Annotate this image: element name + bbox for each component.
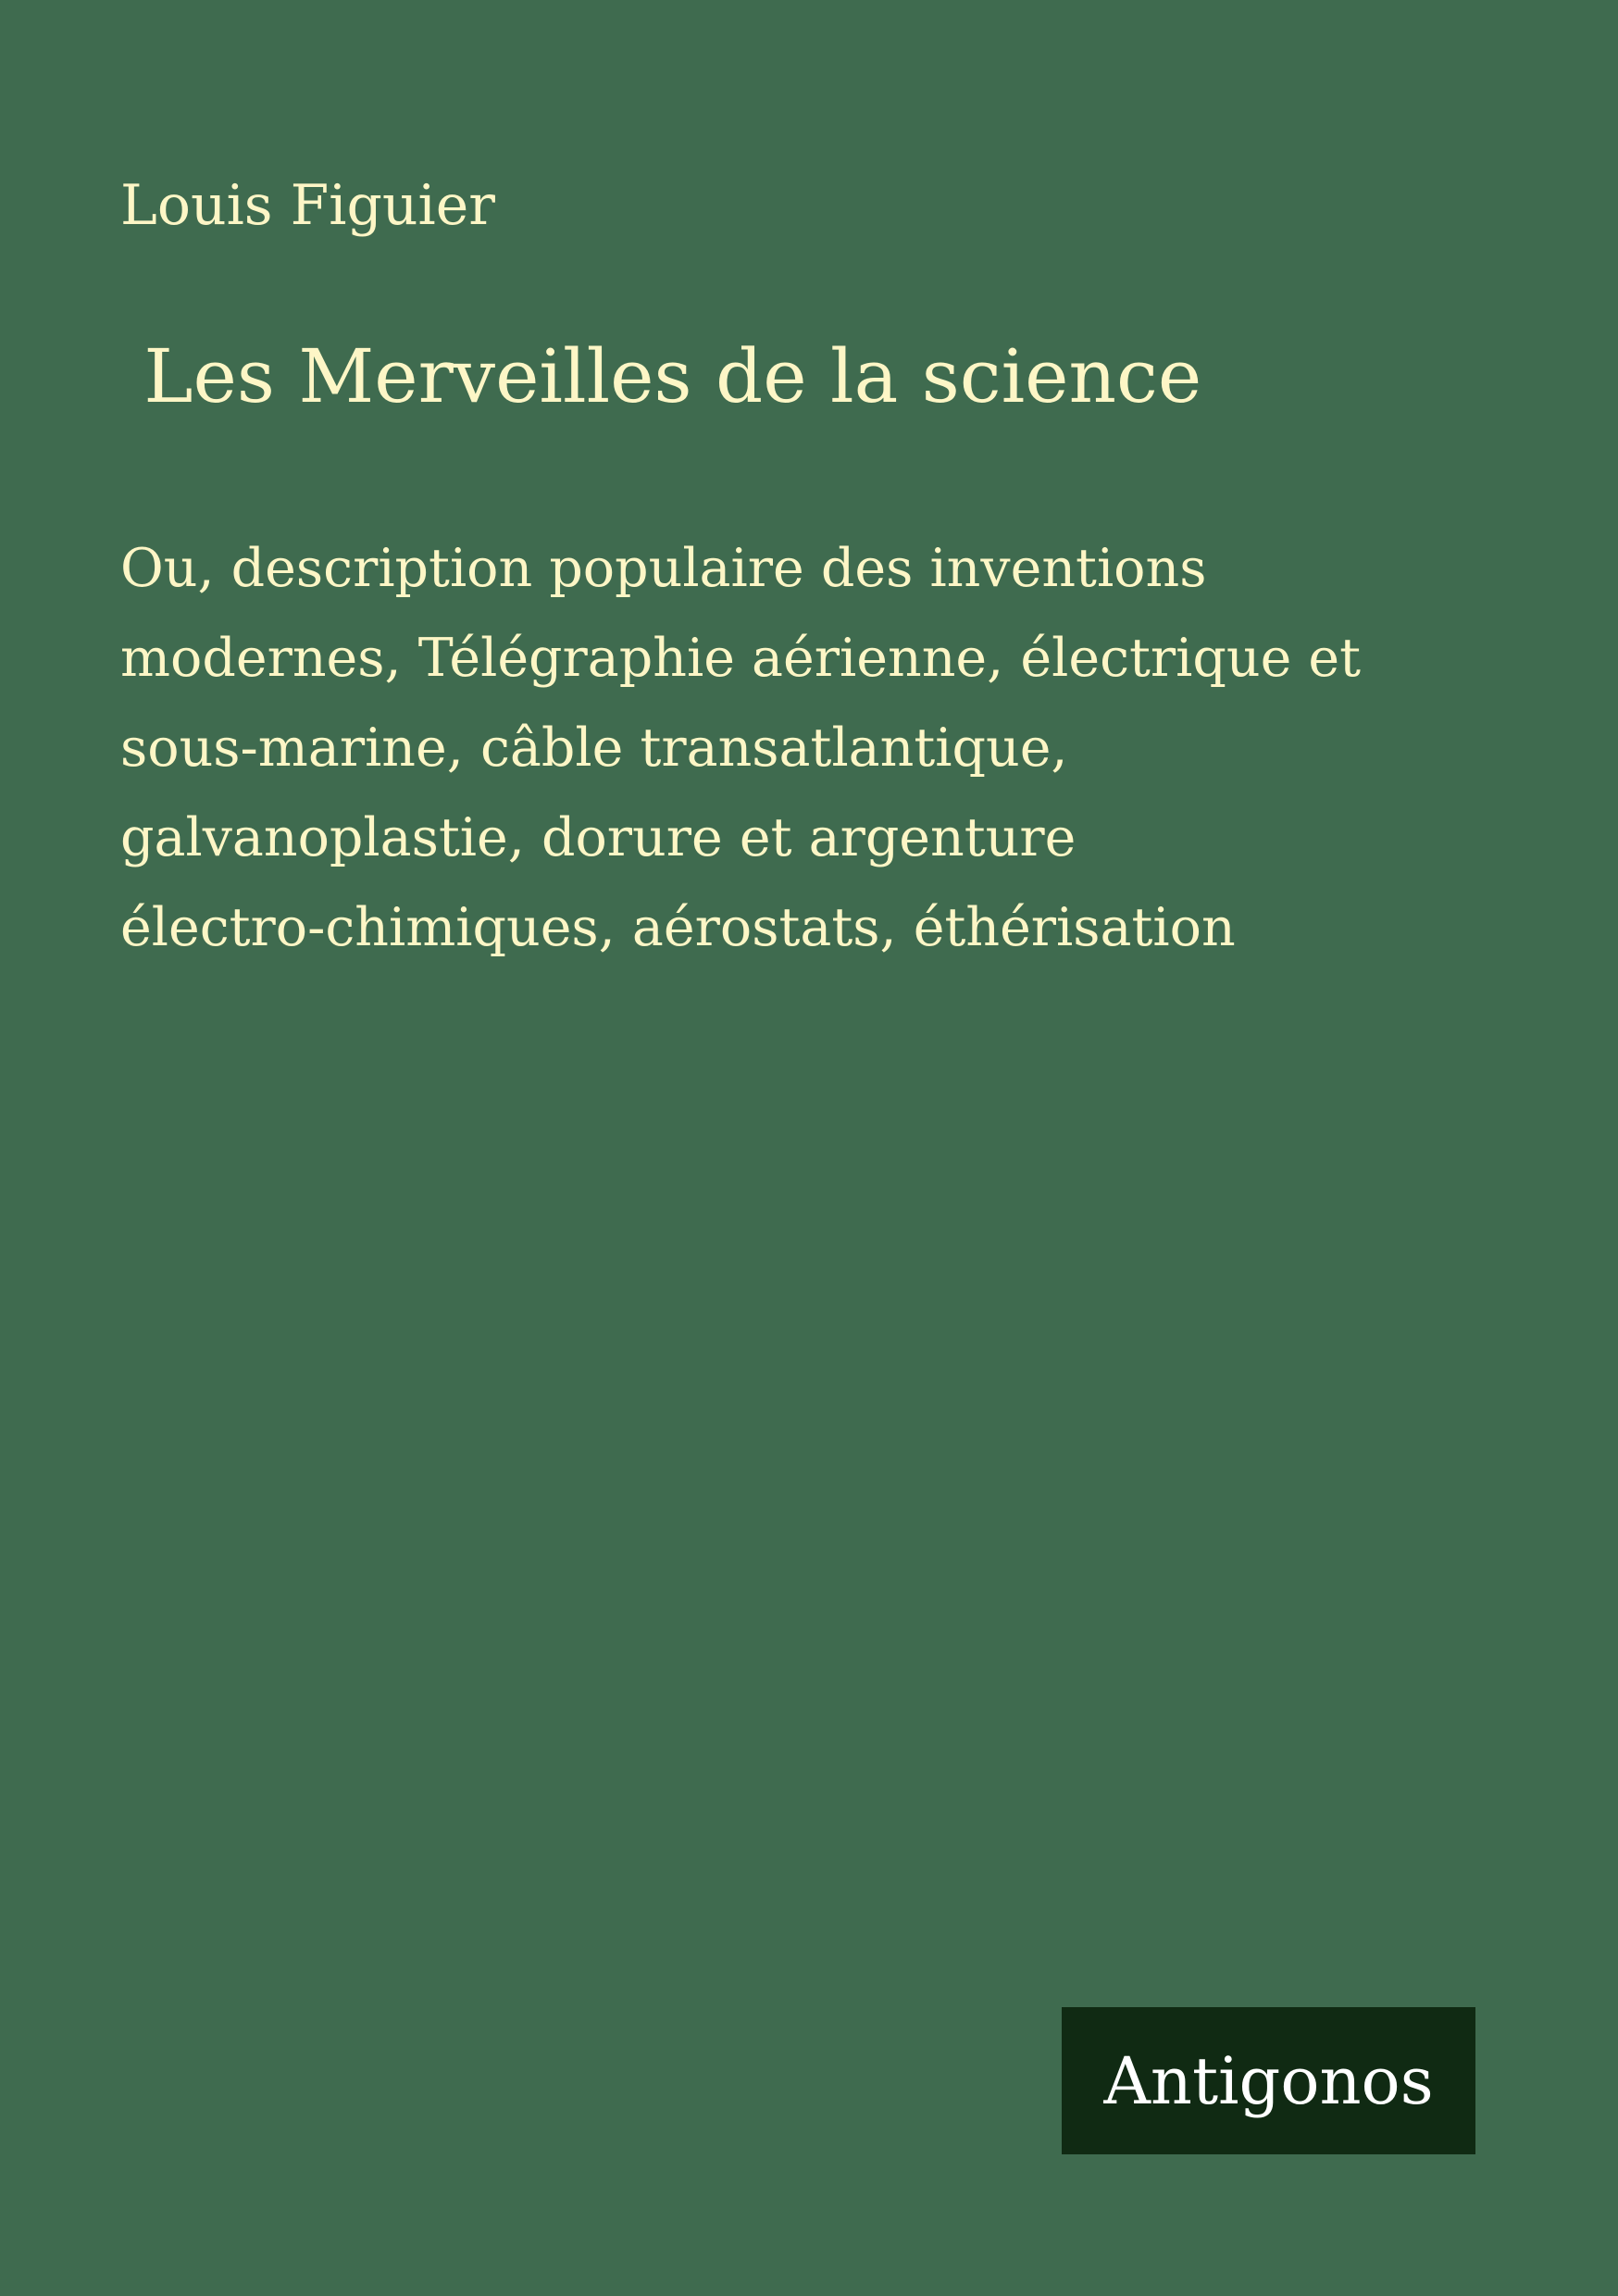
subtitle-line: galvanoplastie, dorure et argenture bbox=[120, 807, 1077, 868]
publisher-name: Antigonos bbox=[1103, 2042, 1434, 2119]
publisher-badge bbox=[1062, 2007, 1475, 2154]
book-subtitle bbox=[120, 524, 1546, 973]
book-title: Les Merveilles de la science bbox=[120, 333, 1202, 419]
subtitle-line: électro-chimiques, aérostats, éthérisation bbox=[120, 897, 1236, 958]
author-name: Louis Figuier bbox=[120, 173, 495, 238]
subtitle-line: sous-marine, câble transatlantique, bbox=[120, 718, 1068, 779]
subtitle-line: Ou, description populaire des inventions bbox=[120, 538, 1207, 599]
subtitle-line: modernes, Télégraphie aérienne, électrique et bbox=[120, 628, 1362, 689]
